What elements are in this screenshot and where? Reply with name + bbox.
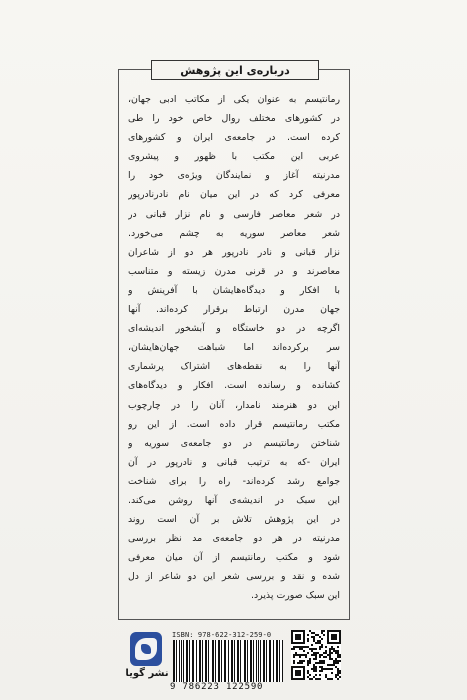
qr-module — [313, 648, 315, 650]
qr-module — [315, 668, 317, 670]
qr-module — [317, 634, 319, 636]
qr-module — [321, 660, 323, 662]
synopsis-line: سر برکرده‌اند اما شباهت جهان‌هایشان، — [128, 342, 340, 354]
qr-module — [331, 672, 333, 674]
qr-module — [307, 664, 309, 666]
qr-module — [329, 678, 331, 680]
qr-module — [301, 660, 303, 662]
qr-module — [319, 640, 321, 642]
qr-module — [319, 666, 321, 668]
qr-finder-core — [295, 670, 301, 676]
qr-module — [311, 636, 313, 638]
synopsis-line: عربی این مکتب با ظهور و پیشروی — [128, 151, 340, 163]
qr-module — [325, 676, 327, 678]
qr-module — [331, 664, 333, 666]
qr-module — [297, 646, 299, 648]
qr-module — [311, 644, 313, 646]
qr-module — [337, 670, 339, 672]
qr-code-icon — [291, 630, 341, 680]
qr-module — [311, 648, 313, 650]
qr-module — [339, 676, 341, 678]
qr-module — [335, 674, 337, 676]
qr-module — [293, 656, 295, 658]
qr-module — [303, 650, 305, 652]
qr-finder-core — [331, 634, 337, 640]
qr-module — [315, 634, 317, 636]
qr-module — [305, 656, 307, 658]
qr-module — [331, 652, 333, 654]
qr-module — [307, 662, 309, 664]
synopsis-line: شود و مکتب رمانتیسم از آن میان معرفی — [128, 552, 340, 564]
qr-module — [339, 660, 341, 662]
qr-module — [319, 674, 321, 676]
qr-module — [311, 668, 313, 670]
qr-module — [307, 672, 309, 674]
qr-module — [317, 662, 319, 664]
qr-module — [313, 640, 315, 642]
qr-module — [319, 662, 321, 664]
synopsis-line: کرده است. در جامعه‌ی ایران و کشورهای — [128, 132, 340, 144]
qr-module — [325, 668, 327, 670]
qr-module — [327, 664, 329, 666]
qr-module — [335, 666, 337, 668]
synopsis-line: کشانده و رسانده است. افکار و دیدگاه‌های — [128, 380, 340, 392]
synopsis-line: معرفی کرد که در این میان نام نادرنادرپور — [128, 189, 340, 201]
qr-module — [319, 636, 321, 638]
qr-module — [315, 654, 317, 656]
qr-module — [311, 654, 313, 656]
qr-module — [329, 664, 331, 666]
qr-module — [297, 654, 299, 656]
synopsis-line: اگرچه در دو خاستگاه و آبشخور اندیشه‌ای — [128, 323, 340, 335]
qr-module — [309, 662, 311, 664]
qr-module — [303, 660, 305, 662]
qr-module — [329, 656, 331, 658]
synopsis-line: معاصرند و در قرنی مدرن زیسته و متناسب — [128, 265, 340, 277]
qr-module — [315, 648, 317, 650]
barcode-icon — [173, 640, 283, 682]
qr-module — [327, 654, 329, 656]
qr-module — [331, 678, 333, 680]
qr-module — [329, 668, 331, 670]
barcode-number: 9 786223 122590 — [170, 682, 264, 692]
qr-module — [307, 676, 309, 678]
qr-module — [339, 670, 341, 672]
qr-module — [319, 678, 321, 680]
qr-module — [321, 662, 323, 664]
qr-module — [307, 640, 309, 642]
synopsis-line: شعر معاصر سوریه به چشم می‌خورد. — [128, 227, 340, 239]
qr-module — [331, 648, 333, 650]
qr-module — [313, 654, 315, 656]
qr-module — [307, 646, 309, 648]
qr-module — [331, 658, 333, 660]
publisher-logo-icon — [130, 632, 162, 666]
qr-module — [313, 664, 315, 666]
qr-module — [313, 652, 315, 654]
qr-module — [293, 646, 295, 648]
qr-module — [313, 636, 315, 638]
qr-module — [333, 648, 335, 650]
qr-module — [309, 678, 311, 680]
qr-module — [299, 648, 301, 650]
qr-module — [321, 670, 323, 672]
qr-module — [325, 656, 327, 658]
synopsis-line: ایران -که به ترتیب قبانی و نادرپور در آن — [128, 456, 340, 468]
qr-module — [337, 662, 339, 664]
qr-module — [301, 654, 303, 656]
synopsis-line: جوامع رشد کرده‌اند- راه را برای شناخت — [128, 475, 340, 487]
qr-module — [337, 660, 339, 662]
qr-module — [321, 632, 323, 634]
qr-module — [297, 662, 299, 664]
qr-module — [329, 648, 331, 650]
qr-module — [337, 656, 339, 658]
qr-module — [321, 630, 323, 632]
qr-module — [327, 678, 329, 680]
qr-module — [301, 646, 303, 648]
qr-module — [299, 646, 301, 648]
qr-module — [293, 662, 295, 664]
qr-module — [335, 676, 337, 678]
qr-module — [315, 658, 317, 660]
qr-module — [337, 654, 339, 656]
qr-module — [315, 652, 317, 654]
qr-module — [307, 652, 309, 654]
qr-module — [319, 646, 321, 648]
qr-module — [321, 654, 323, 656]
qr-module — [325, 652, 327, 654]
qr-module — [319, 642, 321, 644]
synopsis-line: در کشورهای مختلف روال خاص خود را طی — [128, 113, 340, 125]
qr-module — [301, 648, 303, 650]
qr-module — [333, 650, 335, 652]
qr-module — [319, 648, 321, 650]
qr-module — [313, 670, 315, 672]
qr-module — [307, 660, 309, 662]
qr-module — [313, 658, 315, 660]
synopsis-line: شناختن رمانتیسم در دو جامعه‌ی سوریه و — [128, 437, 340, 449]
qr-module — [325, 646, 327, 648]
qr-module — [295, 652, 297, 654]
qr-module — [329, 658, 331, 660]
synopsis-line: مکتب رمانتیسم قرار داده است. از این رو — [128, 418, 340, 430]
qr-module — [307, 670, 309, 672]
qr-module — [319, 660, 321, 662]
qr-module — [299, 660, 301, 662]
qr-module — [313, 668, 315, 670]
qr-module — [335, 660, 337, 662]
qr-module — [321, 644, 323, 646]
qr-module — [331, 646, 333, 648]
qr-module — [293, 660, 295, 662]
qr-module — [293, 654, 295, 656]
synopsis-line: این سبک در اندیشه‌ی آنها روشن می‌کند. — [128, 494, 340, 506]
qr-module — [323, 660, 325, 662]
qr-module — [319, 656, 321, 658]
qr-module — [313, 638, 315, 640]
synopsis-text — [128, 90, 340, 606]
qr-module — [323, 634, 325, 636]
qr-module — [307, 634, 309, 636]
qr-module — [335, 662, 337, 664]
qr-module — [323, 662, 325, 664]
qr-module — [305, 654, 307, 656]
publisher-logo-mark — [135, 638, 157, 660]
qr-module — [313, 676, 315, 678]
qr-module — [309, 648, 311, 650]
synopsis-line: رمانتیسم به عنوان یکی از مکاتب ادبی جهان، — [128, 94, 340, 105]
qr-module — [315, 678, 317, 680]
qr-module — [337, 672, 339, 674]
qr-module — [323, 630, 325, 632]
qr-module — [339, 656, 341, 658]
qr-module — [315, 674, 317, 676]
qr-module — [321, 638, 323, 640]
qr-module — [291, 648, 293, 650]
section-title: درباره‌ی این پژوهش — [151, 60, 319, 80]
synopsis-line: این دو هنرمند نامدار، آنان را در چارچوب — [128, 399, 340, 411]
synopsis-line: مدرنیته در هر دو جامعه‌ی مد نظر بررسی — [128, 533, 340, 545]
qr-module — [337, 674, 339, 676]
qr-module — [299, 654, 301, 656]
qr-module — [339, 654, 341, 656]
qr-module — [315, 656, 317, 658]
qr-module — [313, 666, 315, 668]
qr-module — [313, 632, 315, 634]
qr-module — [317, 678, 319, 680]
qr-module — [329, 650, 331, 652]
qr-module — [315, 666, 317, 668]
qr-module — [295, 646, 297, 648]
qr-module — [317, 640, 319, 642]
qr-module — [339, 672, 341, 674]
qr-module — [337, 668, 339, 670]
qr-module — [315, 642, 317, 644]
qr-module — [323, 656, 325, 658]
qr-module — [303, 654, 305, 656]
qr-module — [301, 662, 303, 664]
qr-module — [333, 660, 335, 662]
qr-finder-core — [295, 634, 301, 640]
qr-module — [319, 654, 321, 656]
qr-module — [309, 660, 311, 662]
qr-module — [329, 654, 331, 656]
qr-module — [315, 670, 317, 672]
synopsis-line: شده و نقد و بررسی شعر این دو شاعر از دل — [128, 571, 340, 583]
qr-module — [325, 650, 327, 652]
synopsis-line: در شعر معاصر فارسی و نام نزار قبانی در — [128, 208, 340, 220]
qr-module — [311, 632, 313, 634]
qr-module — [317, 652, 319, 654]
qr-module — [337, 650, 339, 652]
qr-module — [321, 646, 323, 648]
qr-module — [319, 670, 321, 672]
qr-module — [325, 674, 327, 676]
qr-module — [293, 648, 295, 650]
isbn-label: ISBN: 978-622-312-259-0 — [172, 631, 272, 639]
qr-module — [299, 656, 301, 658]
qr-module — [307, 638, 309, 640]
publisher-name: نشر گویا — [125, 668, 169, 679]
qr-module — [333, 662, 335, 664]
synopsis-line: مدرنیته آغاز و نمایندگان ویژه‌ی خود را — [128, 170, 340, 182]
synopsis-line: آنها را به نقطه‌های اشتراک پرشماری — [128, 361, 340, 373]
qr-module — [337, 678, 339, 680]
qr-module — [331, 668, 333, 670]
qr-module — [321, 668, 323, 670]
qr-module — [303, 646, 305, 648]
qr-module — [335, 650, 337, 652]
synopsis-line: با افکار و دیدگاه‌هایشان با آفرینش و — [128, 284, 340, 296]
qr-module — [335, 658, 337, 660]
qr-module — [311, 650, 313, 652]
qr-module — [311, 678, 313, 680]
qr-module — [337, 646, 339, 648]
qr-module — [317, 642, 319, 644]
qr-module — [295, 654, 297, 656]
synopsis-line: در این پژوهش تلاش بر آن است روند — [128, 514, 340, 526]
qr-module — [335, 652, 337, 654]
qr-module — [329, 652, 331, 654]
qr-module — [321, 666, 323, 668]
qr-module — [327, 668, 329, 670]
qr-module — [309, 630, 311, 632]
synopsis-line: نزار قبانی و نادر نادرپور هر دو از شاعران — [128, 246, 340, 258]
qr-module — [309, 674, 311, 676]
synopsis-line: این سبک صورت پذیرد. — [251, 590, 340, 602]
qr-module — [323, 652, 325, 654]
qr-module — [309, 658, 311, 660]
qr-module — [299, 662, 301, 664]
synopsis-line: جهان مدرن ارتباط برقرار کرده‌اند. آنها — [128, 304, 340, 316]
qr-module — [315, 662, 317, 664]
qr-module — [305, 646, 307, 648]
qr-module — [337, 652, 339, 654]
qr-module — [333, 664, 335, 666]
qr-module — [323, 668, 325, 670]
